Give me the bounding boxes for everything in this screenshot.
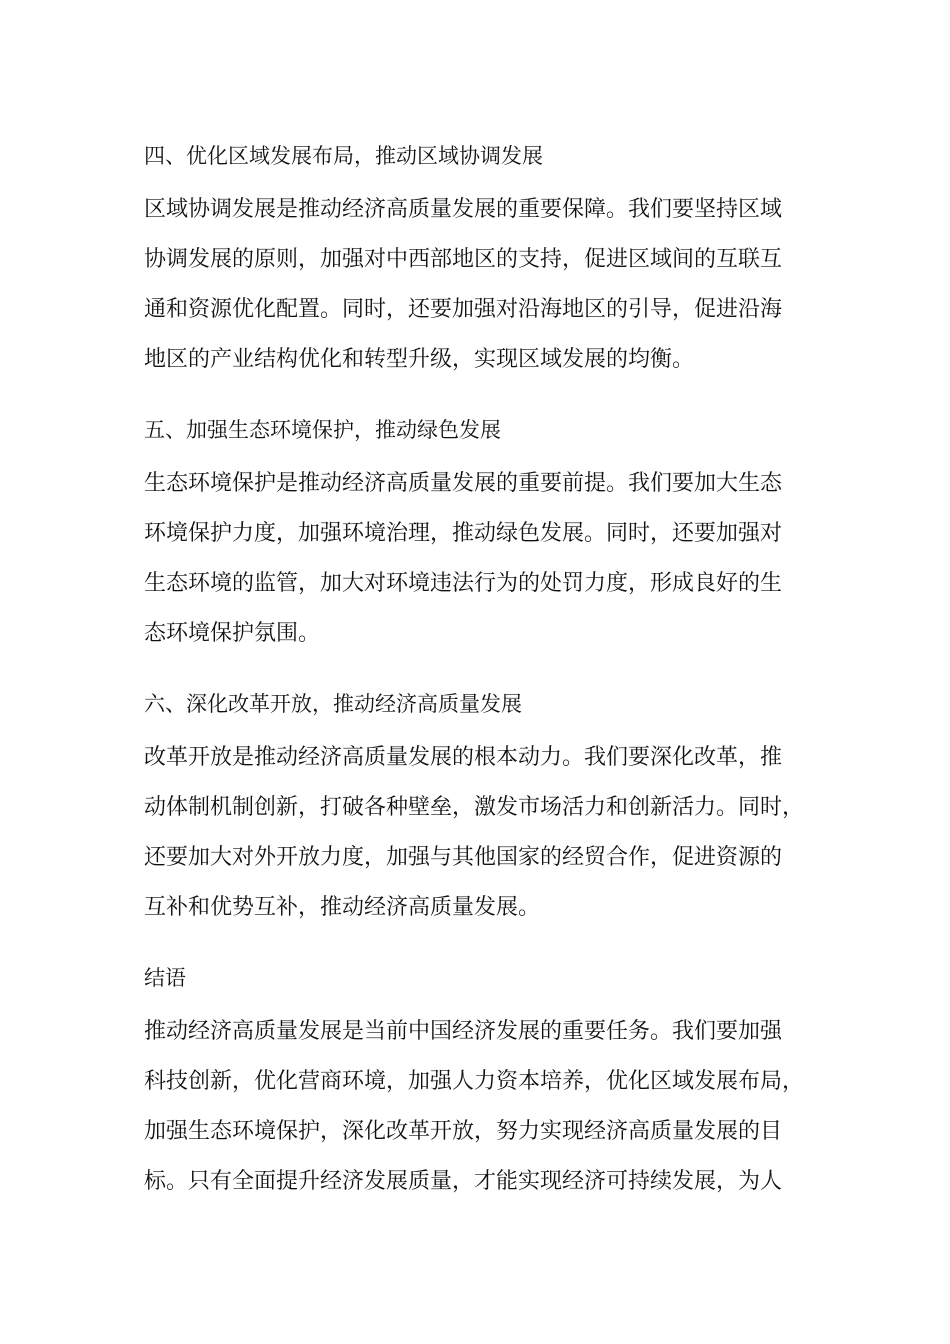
- paragraph-line: 标。只有全面提升经济发展质量，才能实现经济可持续发展，为人: [144, 1169, 783, 1194]
- paragraph-line: 动体制机制创新，打破各种壁垒，激发市场活力和创新活力。同时，: [144, 795, 805, 820]
- section-paragraph: [144, 459, 834, 659]
- paragraph-line: 生态环境的监管，加大对环境违法行为的处罚力度，形成良好的生: [144, 571, 783, 596]
- section-heading: 五、加强生态环境保护，推动绿色发展: [144, 418, 501, 442]
- section-heading: 六、深化改革开放，推动经济高质量发展: [144, 692, 522, 716]
- paragraph-line: 生态环境保护是推动经济高质量发展的重要前提。我们要加大生态: [144, 471, 783, 496]
- section-paragraph: [144, 1007, 834, 1207]
- paragraph-line: 科技创新，优化营商环境，加强人力资本培养，优化区域发展布局，: [144, 1069, 805, 1094]
- section-conclusion: [144, 963, 834, 1207]
- paragraph-line: 态环境保护氛围。: [144, 621, 321, 646]
- paragraph-line: 区域协调发展是推动经济高质量发展的重要保障。我们要坚持区域: [144, 197, 783, 222]
- section-heading: 四、优化区域发展布局，推动区域协调发展: [144, 144, 543, 168]
- paragraph-line: 改革开放是推动经济高质量发展的根本动力。我们要深化改革，推: [144, 745, 783, 770]
- paragraph-line: 协调发展的原则，加强对中西部地区的支持，促进区域间的互联互: [144, 247, 783, 272]
- paragraph-line: 地区的产业结构优化和转型升级，实现区域发展的均衡。: [144, 347, 695, 372]
- section-paragraph: [144, 185, 834, 385]
- section-ecological-protection: [144, 415, 834, 659]
- paragraph-line: 还要加大对外开放力度，加强与其他国家的经贸合作，促进资源的: [144, 845, 783, 870]
- paragraph-line: 互补和优势互补，推动经济高质量发展。: [144, 895, 541, 920]
- paragraph-line: 推动经济高质量发展是当前中国经济发展的重要任务。我们要加强: [144, 1019, 783, 1044]
- paragraph-line: 通和资源优化配置。同时，还要加强对沿海地区的引导，促进沿海: [144, 297, 783, 322]
- section-heading: 结语: [144, 966, 186, 990]
- section-paragraph: [144, 733, 834, 933]
- section-regional-development: [144, 141, 834, 385]
- paragraph-line: 环境保护力度，加强环境治理，推动绿色发展。同时，还要加强对: [144, 521, 783, 546]
- paragraph-line: 加强生态环境保护，深化改革开放，努力实现经济高质量发展的目: [144, 1119, 783, 1144]
- section-reform-opening: [144, 689, 834, 933]
